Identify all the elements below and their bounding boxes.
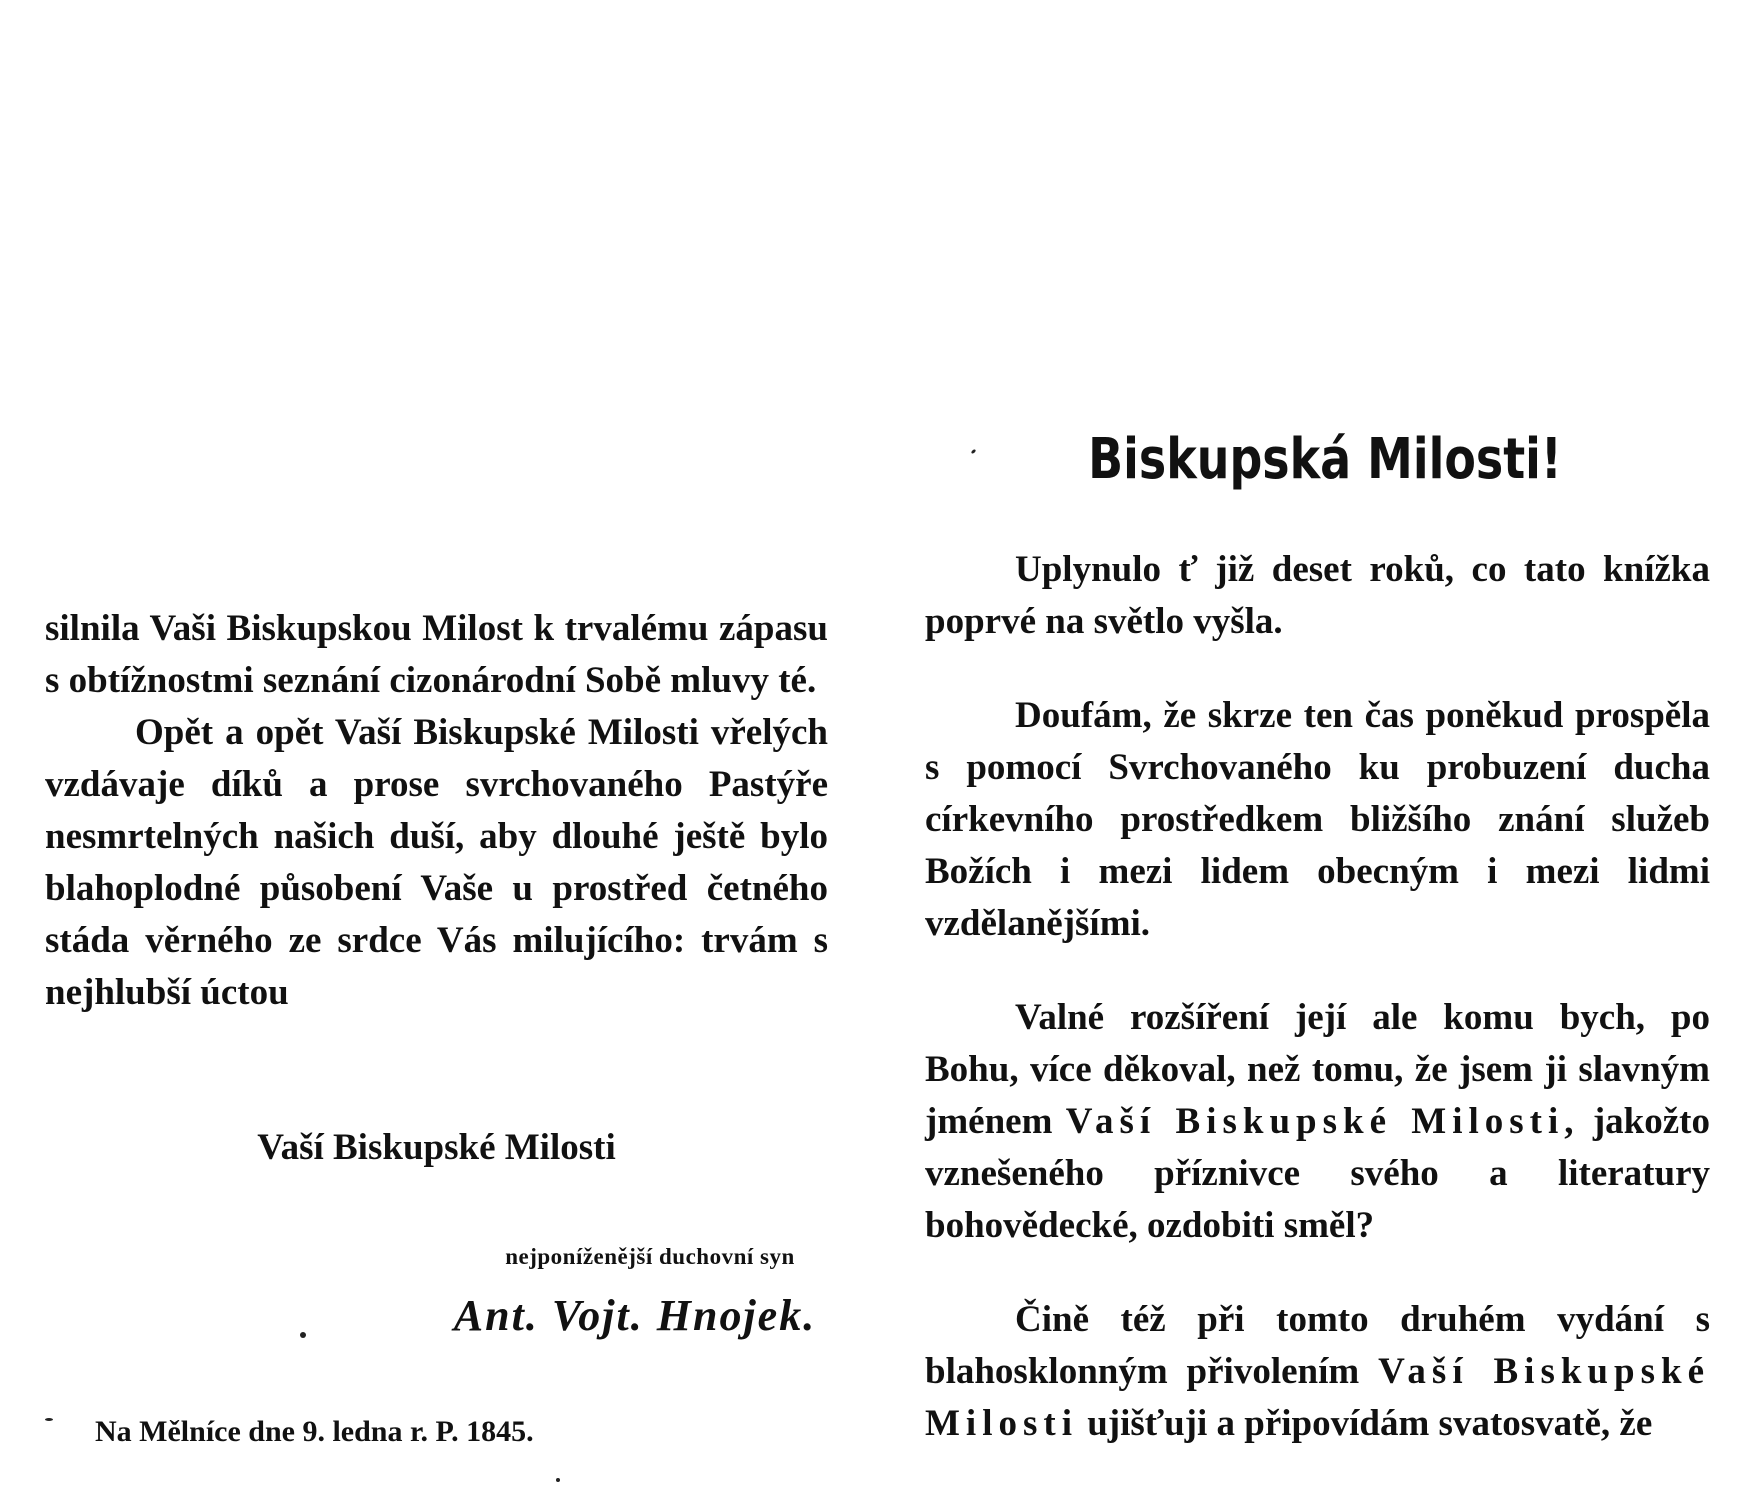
signature-name: Ant. Vojt. Hnojek.	[453, 1291, 817, 1340]
addressee-name: Vaší Biskupské Milosti	[925, 1351, 1710, 1444]
signature-role: nejponíženější duchovní syn	[505, 1244, 795, 1269]
right-paragraph-2: Doufám, že skrze ten čas poněkud prospěla s pomocí Svrchovaného ku probuzení ducha církevního prostředkem bližšího znání služeb Božích i mezi lidem obecným i mezi lidmi vzdělanějšími.	[925, 695, 1710, 944]
right-paragraph-4-start: Čině též při tomto druhém vydání s blahosklonným přivolením	[925, 1299, 1710, 1392]
addressee-name: Vaší Biskupské Milosti,	[1065, 1101, 1580, 1142]
print-speck	[556, 1478, 560, 1482]
left-paragraph-2: Opět a opět Vaší Biskupské Milosti vřelých vzdávaje díků a prose svrchovaného Pastýře nesmrtelných našich duší, aby dlouhé ještě bylo blahoplodné působení Vaše u prostřed četného stáda věrného ze srdce Vás milujícího: trvám s nejhlubší úctou	[45, 712, 828, 1013]
place-date: Na Mělníce dne 9. ledna r. P. 1845.	[95, 1415, 534, 1448]
right-paragraph-3-start: Valné rozšíření její ale komu bych, po Bohu, více děkoval, než tomu, že jsem ji slavným jménem	[925, 997, 1710, 1142]
closing-salutation: Vaší Biskupské Milosti	[257, 1127, 616, 1168]
page-title: Biskupská Milosti!	[1088, 427, 1562, 492]
right-paragraph-4	[925, 1294, 1710, 1450]
left-page-body	[45, 603, 828, 1019]
right-page-body	[925, 544, 1710, 1450]
print-speck	[971, 449, 977, 455]
right-page	[875, 0, 1750, 1500]
left-paragraph-1: silnila Vaši Biskupskou Milost k trvalému zápasu s obtížnostmi seznání cizonárodní Sobě mluvy té.	[45, 608, 828, 701]
right-paragraph-1: Uplynulo ť již deset roků, co tato knížka poprvé na světlo vyšla.	[925, 549, 1710, 642]
right-paragraph-4-end: ujišťuji a připovídám svatosvatě, že	[1087, 1403, 1653, 1444]
print-speck	[300, 1332, 306, 1338]
right-paragraph-3	[925, 992, 1710, 1252]
right-paragraph-3-end: jakožto vznešeného příznivce svého a literatury bohovědecké, ozdobiti směl?	[925, 1101, 1711, 1246]
print-speck	[45, 1418, 53, 1421]
